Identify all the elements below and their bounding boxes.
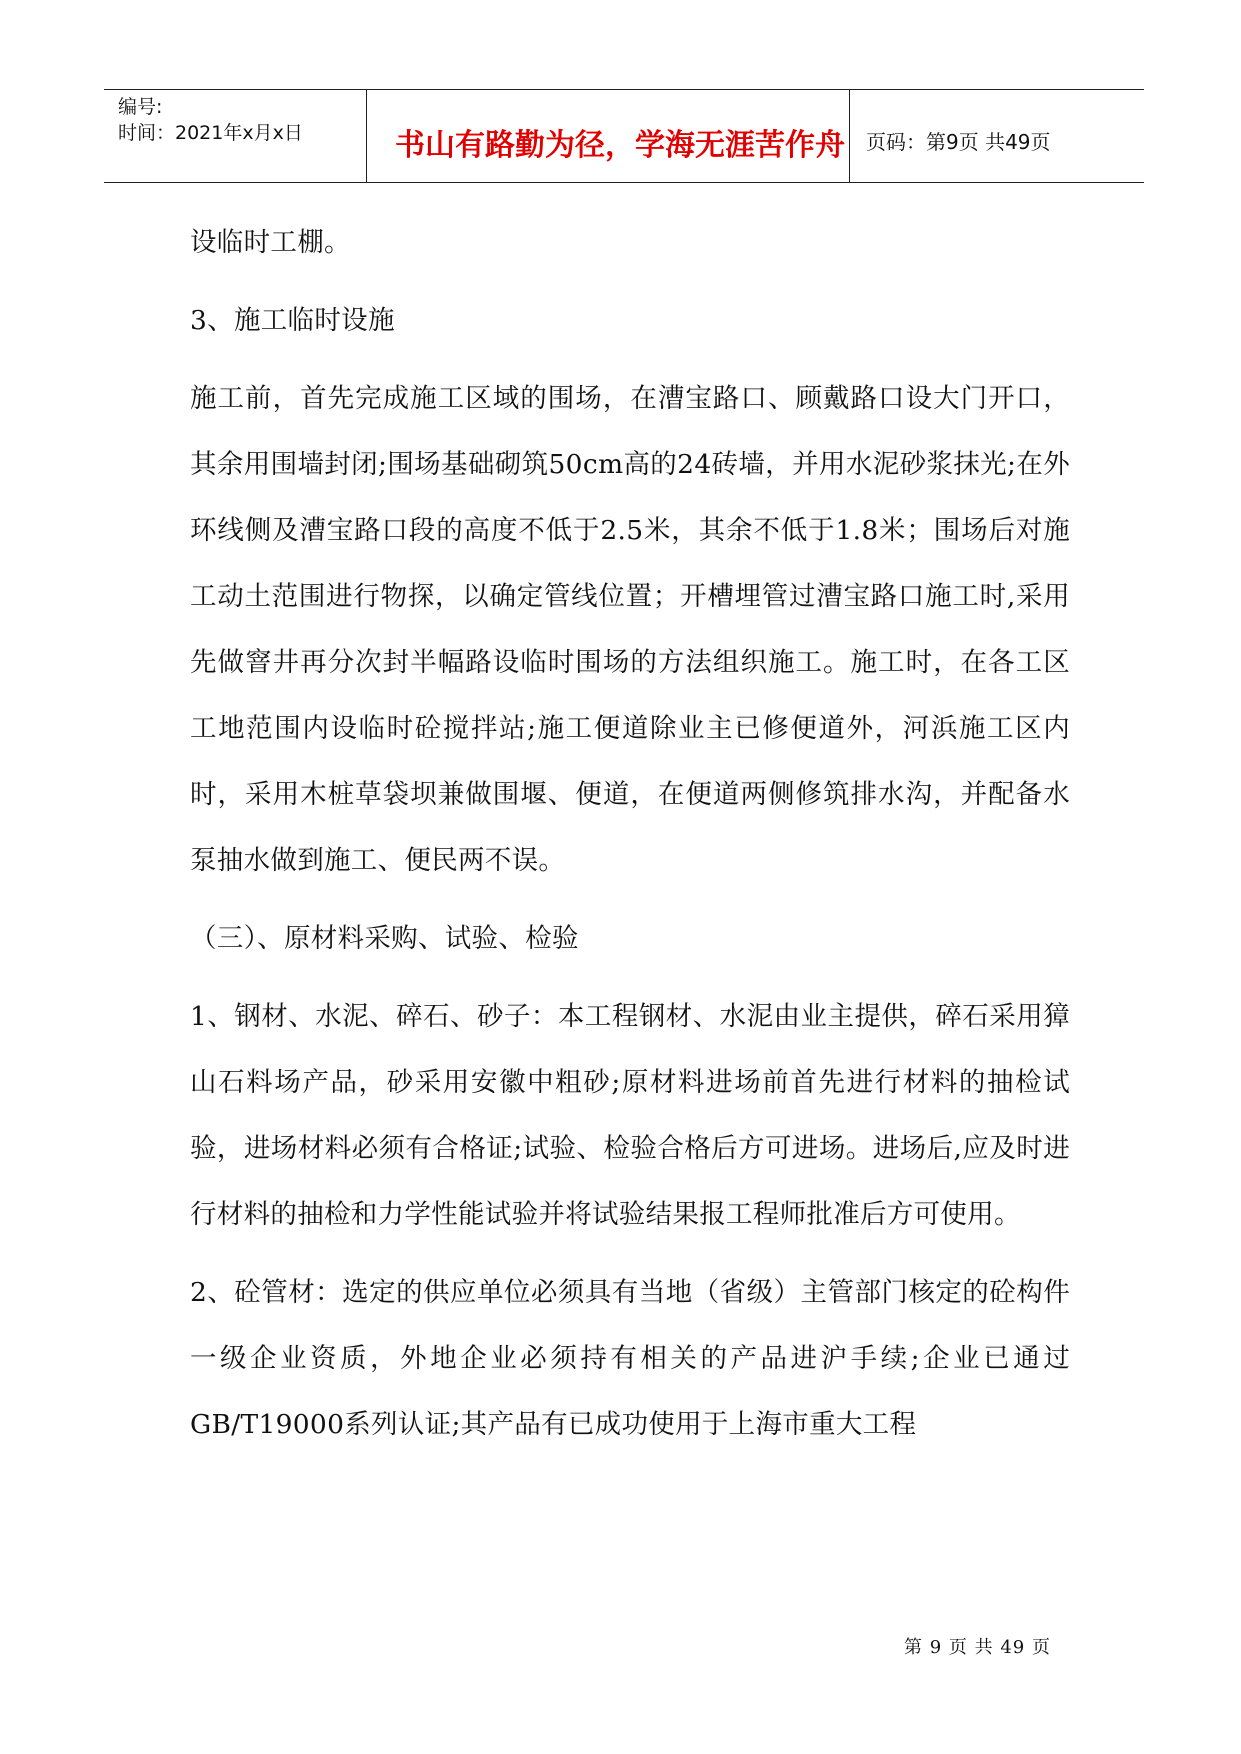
paragraph: 设临时工棚。	[190, 227, 351, 258]
paragraph: 施工前，首先完成施工区域的围场，在漕宝路口、顾戴路口设大门开口，其余用围墙封闭;围场基础砌筑50cm高的24砖墙，并用水泥砂浆抹光;在外环线侧及漕宝路口段的高度不低于2.5米，其余不低于1.8米；围场后对施工动土范围进行物探，以确定管线位置；开槽埋管过漕宝路口施工时,采用先做窨井再分次封半幅路设临时围场的方法组织施工。施工时，在各工区工地范围内设临时砼搅拌站;施工便道除业主已修便道外，河浜施工区内时，采用木桩草袋坝兼做围堰、便道，在便道两侧修筑排水沟，并配备水泵抽水做到施工、便民两不误。	[190, 383, 1070, 876]
header-motto: 书山有路勤为径，学海无涯苦作舟	[395, 128, 845, 163]
document-body	[190, 210, 1070, 1470]
header-motto-cell	[367, 90, 850, 182]
paragraph: 1、钢材、水泥、碎石、砂子：本工程钢材、水泥由业主提供，碎石采用獐山石料场产品，砂采用安徽中粗砂;原材料进场前首先进行材料的抽检试验，进场材料必须有合格证;试验、检验合格后方可进场。进场后,应及时进行材料的抽检和力学性能试验并将试验结果报工程师批准后方可使用。	[190, 1001, 1070, 1230]
page-footer: 第 9 页 共 49 页	[904, 1637, 1051, 1658]
header-meta-cell	[104, 90, 367, 182]
section-heading: 3、施工临时设施	[190, 305, 395, 336]
section-heading: （三）、原材料采购、试验、检验	[190, 923, 579, 954]
document-time-label: 时间：2021年x月x日	[118, 122, 303, 144]
document-number-label: 编号:	[118, 96, 163, 118]
page-header	[104, 89, 1144, 183]
header-page-info: 页码：第9页 共49页	[866, 130, 1051, 154]
header-page-cell	[850, 90, 1144, 182]
paragraph: 2、砼管材：选定的供应单位必须具有当地（省级）主管部门核定的砼构件一级企业资质，外地企业必须持有相关的产品进沪手续;企业已通过GB/T19000系列认证;其产品有已成功使用于上海市重大工程	[190, 1277, 1070, 1440]
